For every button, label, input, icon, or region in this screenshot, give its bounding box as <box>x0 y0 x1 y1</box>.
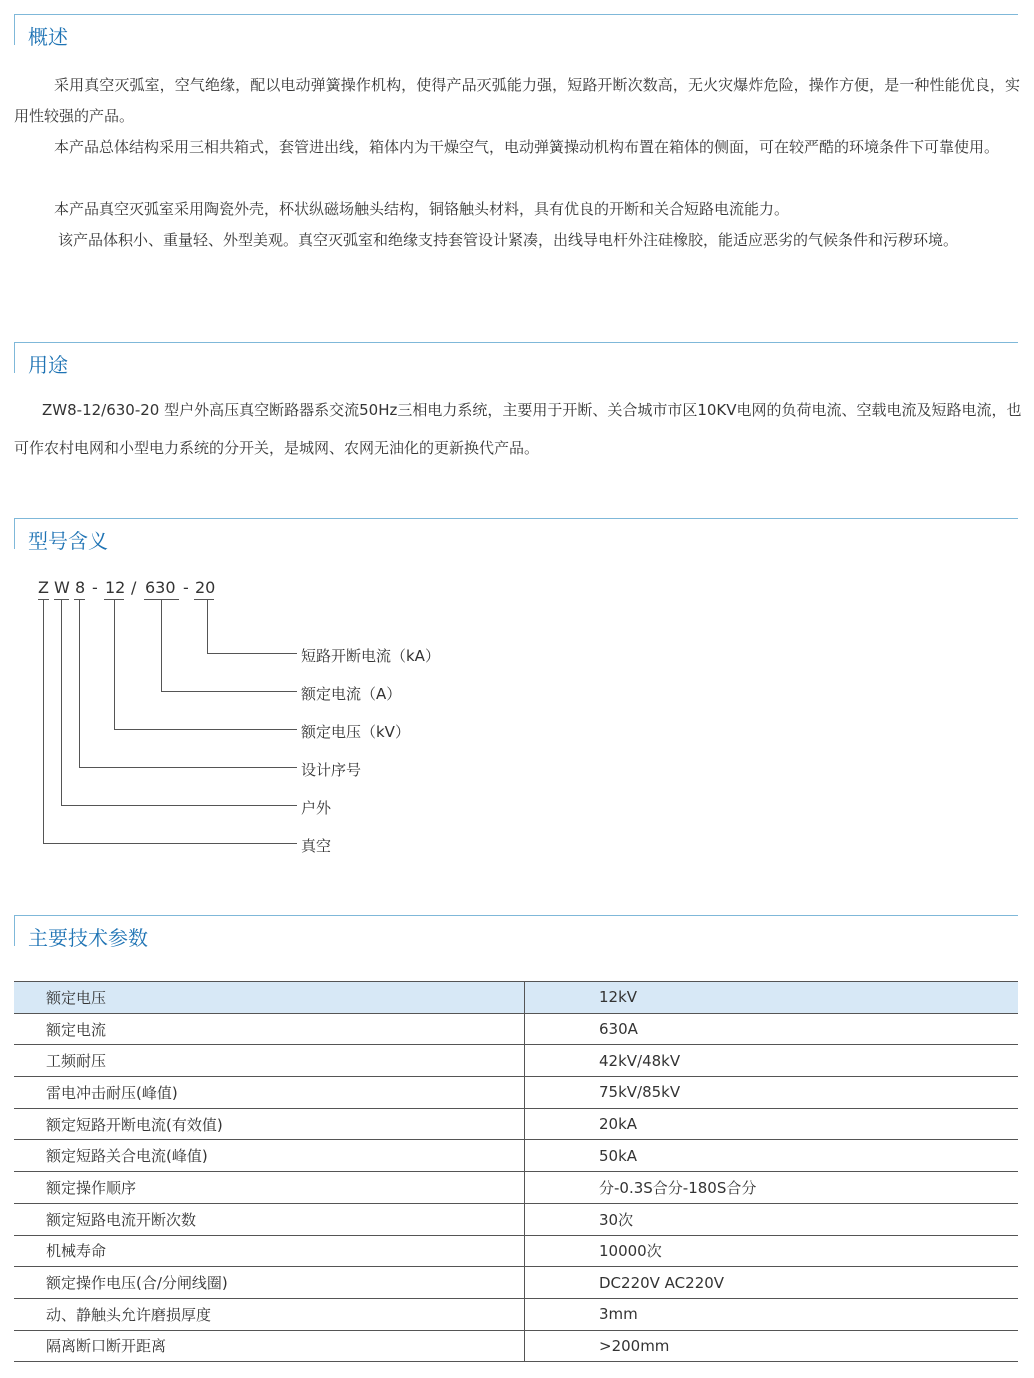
leader-line <box>207 600 208 653</box>
param-name: 额定电流 <box>14 1013 525 1045</box>
section-title-params: 主要技术参数 <box>28 926 148 950</box>
param-value: 75kV/85kV <box>525 1077 1019 1109</box>
param-value: 分-0.3S合分-180S合分 <box>525 1172 1019 1204</box>
model-code-20: 20 <box>195 578 216 597</box>
section-title-model: 型号含义 <box>28 529 108 553</box>
param-name: 机械寿命 <box>14 1235 525 1267</box>
leader-line <box>43 600 44 843</box>
param-value: 630A <box>525 1013 1019 1045</box>
leader-line <box>79 767 297 768</box>
overview-paragraph-3: 本产品真空灭弧室采用陶瓷外壳，杯状纵磁场触头结构，铜铬触头材料，具有优良的开断和关合短路电流能力。 <box>54 200 790 218</box>
section-marker <box>14 519 15 549</box>
table-row <box>14 1140 1018 1172</box>
param-name: 额定电压 <box>14 982 525 1014</box>
model-code-dash-2: - <box>183 578 189 597</box>
leader-line <box>114 729 297 730</box>
params-table <box>14 981 1018 1362</box>
legend-rated-current: 额定电流（A） <box>301 685 402 703</box>
legend-design-number: 设计序号 <box>301 761 362 779</box>
table-row <box>14 1077 1018 1109</box>
section-header-usage <box>14 342 1018 377</box>
section-header-params <box>14 915 1018 950</box>
section-title-overview: 概述 <box>28 25 68 49</box>
model-code-8: 8 <box>75 578 86 597</box>
leader-line <box>43 843 297 844</box>
section-header-model <box>14 518 1018 553</box>
param-name: 额定短路开断电流(有效值) <box>14 1108 525 1140</box>
param-name: 额定短路电流开断次数 <box>14 1203 525 1235</box>
table-row <box>14 982 1018 1014</box>
legend-rated-voltage: 额定电压（kV） <box>301 723 410 741</box>
section-header-overview <box>14 14 1018 49</box>
leader-line <box>79 600 80 767</box>
table-row <box>14 1045 1018 1077</box>
leader-line <box>161 691 297 692</box>
model-code-dash-1: - <box>92 578 98 597</box>
overview-paragraph-2: 本产品总体结构采用三相共箱式，套管进出线，箱体内为干燥空气，电动弹簧操动机构布置在箱体的侧面，可在较严酷的环境条件下可靠使用。 <box>54 138 1000 156</box>
param-value: 12kV <box>525 982 1019 1014</box>
leader-line <box>207 653 297 654</box>
section-marker <box>14 343 15 373</box>
overview-paragraph-4: 该产品体积小、重量轻、外型美观。真空灭弧室和绝缘支持套管设计紧凑，出线导电杆外注硅橡胶，能适应恶劣的气候条件和污秽环境。 <box>58 231 959 249</box>
leader-line <box>61 600 62 805</box>
param-name: 动、静触头允许磨损厚度 <box>14 1298 525 1330</box>
table-row <box>14 1203 1018 1235</box>
param-name: 额定短路关合电流(峰值) <box>14 1140 525 1172</box>
param-name: 雷电冲击耐压(峰值) <box>14 1077 525 1109</box>
param-name: 额定操作顺序 <box>14 1172 525 1204</box>
section-title-usage: 用途 <box>28 353 68 377</box>
param-value: >200mm <box>525 1330 1019 1362</box>
param-name: 隔离断口断开距离 <box>14 1330 525 1362</box>
section-marker <box>14 15 15 45</box>
code-underline <box>194 599 214 600</box>
model-code-z: Z <box>38 578 49 597</box>
model-code-w: W <box>54 578 70 597</box>
model-code-slash: / <box>131 578 137 597</box>
table-row <box>14 1235 1018 1267</box>
table-row <box>14 1267 1018 1299</box>
param-value: 30次 <box>525 1203 1019 1235</box>
legend-vacuum: 真空 <box>301 837 332 855</box>
param-value: 20kA <box>525 1108 1019 1140</box>
table-row <box>14 1013 1018 1045</box>
param-value: 10000次 <box>525 1235 1019 1267</box>
param-value: 3mm <box>525 1298 1019 1330</box>
table-row <box>14 1330 1018 1362</box>
param-value: 42kV/48kV <box>525 1045 1019 1077</box>
param-value: DC220V AC220V <box>525 1267 1019 1299</box>
legend-outdoor: 户外 <box>301 799 332 817</box>
overview-paragraph-1: 采用真空灭弧室，空气绝缘，配以电动弹簧操作机构，使得产品灭弧能力强，短路开断次数高，无火灾爆炸危险，操作方便，是一种性能优良，实用性较强的产品。 <box>14 76 1020 125</box>
param-name: 额定操作电压(合/分闸线圈) <box>14 1267 525 1299</box>
param-value: 50kA <box>525 1140 1019 1172</box>
section-marker <box>14 916 15 946</box>
table-row <box>14 1108 1018 1140</box>
leader-line <box>114 600 115 729</box>
legend-breaking-current: 短路开断电流（kA） <box>301 647 440 665</box>
leader-line <box>161 600 162 691</box>
table-row <box>14 1298 1018 1330</box>
table-row <box>14 1172 1018 1204</box>
model-code-12: 12 <box>105 578 126 597</box>
usage-paragraph: ZW8-12/630-20 型户外高压真空断路器系交流50Hz三相电力系统，主要用于开断、关合城市市区10KV电网的负荷电流、空载电流及短路电流，也可作农村电网和小型电力系统的分开关，是城网、农网无油化的更新换代产品。 <box>14 401 1022 457</box>
model-code-630: 630 <box>145 578 176 597</box>
leader-line <box>61 805 297 806</box>
param-name: 工频耐压 <box>14 1045 525 1077</box>
